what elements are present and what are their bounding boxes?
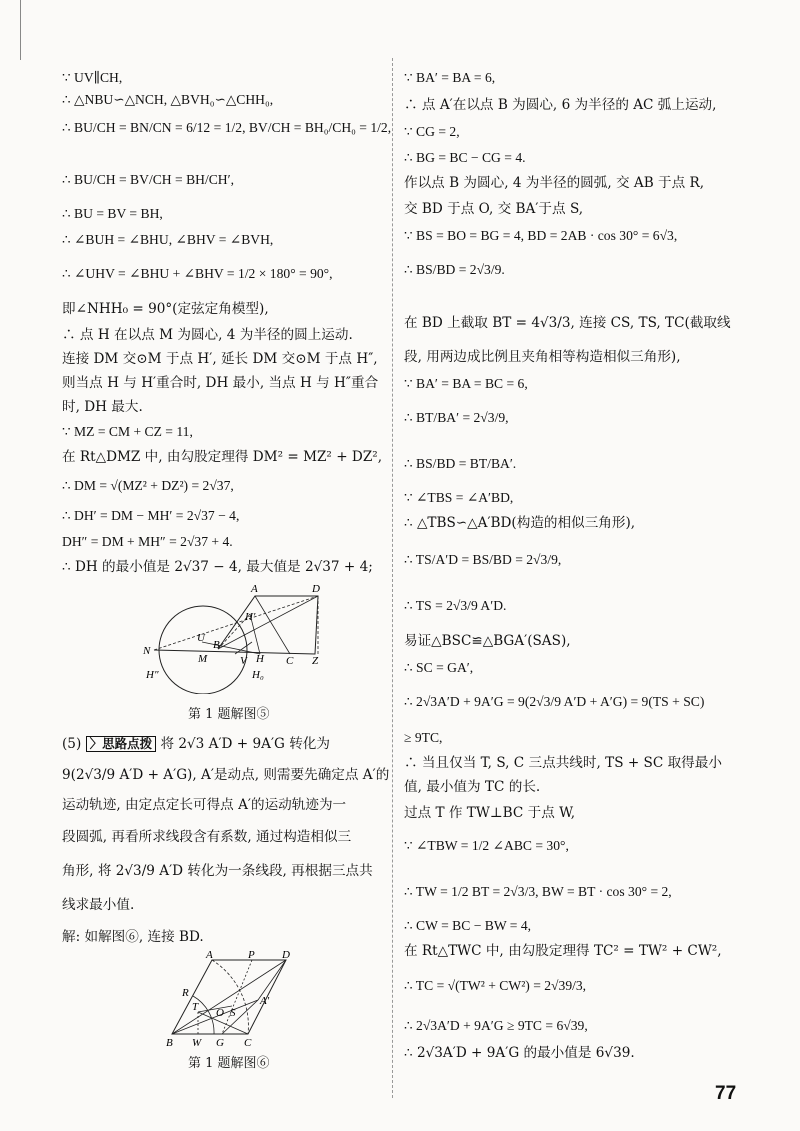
text-line: ∴ 2√3A′D + 9A′G 的最小值是 6√39.	[404, 1045, 635, 1061]
fig6-label: A′	[260, 995, 270, 1007]
text-line: 线求最小值.	[62, 897, 135, 913]
text-line: ∴ BU/CH = BN/CN = 6/12 = 1/2, BV/CH = BH₀/CH₀ = 1/2,	[62, 120, 392, 135]
text-line: ∴ 2√3A′D + 9A′G ≥ 9TC = 6√39,	[404, 1018, 588, 1033]
text-line: 易证△BSC≌△BGA′(SAS),	[404, 633, 571, 649]
text-line: ∴ TW = 1/2 BT = 2√3/3, BW = BT · cos 30° = 2,	[404, 884, 672, 899]
page-edge-mark	[20, 0, 21, 60]
tag-arrow-icon: 〉	[89, 736, 103, 751]
fig5-label: A	[251, 583, 258, 595]
fig5-label: Z	[312, 655, 319, 667]
text-line: 过点 T 作 TW⊥BC 于点 W,	[404, 805, 576, 821]
text-line: ∴ 2√3A′D + 9A′G = 9(2√3/9 A′D + A′G) = 9(TS + SC)	[404, 694, 705, 709]
text-line: ∴ BS/BD = 2√3/9.	[404, 262, 505, 277]
text-line: ∴ TS = 2√3/9 A′D.	[404, 598, 507, 613]
text-line: ∴ △TBS∽△A′BD(构造的相似三角形),	[404, 515, 636, 531]
text-line: ∴ BU = BV = BH,	[62, 206, 163, 221]
fig6-label: C	[244, 1037, 252, 1048]
text-line: ∴ DM = √(MZ² + DZ²) = 2√37,	[62, 478, 234, 493]
text-line: 将 2√3 A′D + 9A′G 转化为	[160, 736, 330, 752]
text-line: 即∠NHH₀ = 90°(定弦定角模型),	[62, 301, 269, 317]
text-line: 则当点 H 与 H′重合时, DH 最小, 当点 H 与 H″重合	[62, 375, 379, 391]
text-line: 作以点 B 为圆心, 4 为半径的圆弧, 交 AB 于点 R,	[404, 175, 705, 191]
text-line: 时, DH 最大.	[62, 399, 143, 415]
text-line: ∴ △NBU∽△NCH, △BVH₀∽△CHH₀,	[62, 92, 274, 107]
fig6-label: A	[206, 949, 213, 961]
text-line: 在 Rt△DMZ 中, 由勾股定理得 DM² = MZ² + DZ²,	[62, 449, 383, 465]
figure-6	[160, 948, 300, 1048]
text-line: DH″ = DM + MH″ = 2√37 + 4.	[62, 534, 233, 549]
text-line: 角形, 将 2√3/9 A′D 转化为一条线段, 再根据三点共	[62, 863, 373, 879]
figure-6-caption: 第 1 题解图⑥	[188, 1056, 270, 1071]
text-line: ∵ BS = BO = BG = 4, BD = 2AB · cos 30° = 6√3,	[404, 228, 678, 243]
fig6-label: T	[192, 1001, 199, 1013]
text-line: ∵ ∠TBS = ∠A′BD,	[404, 490, 514, 505]
text-line: ∴ BU/CH = BV/CH = BH/CH′,	[62, 172, 234, 187]
fig6-label: D	[282, 949, 290, 961]
fig6-label: R	[182, 987, 189, 999]
text-line: 值, 最小值为 TC 的长.	[404, 779, 541, 795]
fig5-label: C	[286, 655, 294, 667]
fig5-label: M	[198, 653, 208, 665]
text-line: 段, 用两边成比例且夹角相等构造相似三角形),	[404, 349, 681, 365]
solution-line: 解: 如解图⑥, 连接 BD.	[62, 929, 204, 945]
text-line: 运动轨迹, 由定点定长可得点 A′的运动轨迹为一	[62, 797, 347, 813]
text-line: 9(2√3/9 A′D + A′G), A′是动点, 则需要先确定点 A′的	[62, 767, 390, 783]
text-line: ∴ SC = GA′,	[404, 660, 474, 675]
text-line: ∴ CW = BC − BW = 4,	[404, 918, 532, 933]
fig5-label: H	[256, 653, 264, 665]
text-line: ∴ BG = BC − CG = 4.	[404, 150, 526, 165]
fig6-label: G	[216, 1037, 224, 1048]
fig6-label: O	[216, 1007, 224, 1019]
text-line: ∵ MZ = CM + CZ = 11,	[62, 424, 193, 439]
text-line: ∵ CG = 2,	[404, 124, 460, 139]
fig5-label: V	[240, 655, 247, 667]
text-line: ≥ 9TC,	[404, 730, 443, 745]
thinking-tip-tag	[86, 736, 157, 752]
text-line: ∴ TS/A′D = BS/BD = 2√3/9,	[404, 552, 562, 567]
fig6-label: P	[248, 949, 255, 961]
fig5-label: H″	[146, 669, 159, 681]
text-line: ∵ ∠TBW = 1/2 ∠ABC = 30°,	[404, 838, 569, 853]
tag-label: 思路点拨	[102, 736, 153, 751]
fig5-label: H₀	[252, 669, 264, 681]
text-line: ∴ 点 H 在以点 M 为圆心, 4 为半径的圆上运动.	[62, 327, 353, 343]
text-line: ∴ TC = √(TW² + CW²) = 2√39/3,	[404, 978, 587, 993]
text-line: ∴ 当且仅当 T, S, C 三点共线时, TS + SC 取得最小	[404, 755, 722, 771]
text-line: ∴ 点 A′在以点 B 为圆心, 6 为半径的 AC 弧上运动,	[404, 97, 717, 113]
text-line: 交 BD 于点 O, 交 BA′于点 S,	[404, 201, 584, 217]
text-line: ∵ UV∥CH,	[62, 70, 123, 85]
text-line: 在 BD 上截取 BT = 4√3/3, 连接 CS, TS, TC(截取线	[404, 315, 731, 331]
text-line: 连接 DM 交⊙M 于点 H′, 延长 DM 交⊙M 于点 H″,	[62, 351, 378, 367]
text-line: ∴ ∠UHV = ∠BHU + ∠BHV = 1/2 × 180° = 90°,	[62, 266, 333, 281]
text-line: 在 Rt△TWC 中, 由勾股定理得 TC² = TW² + CW²,	[404, 943, 722, 959]
fig6-label: W	[192, 1037, 202, 1048]
figure-5	[140, 582, 330, 694]
fig5-label: B	[213, 639, 220, 651]
text-line: ∴ BT/BA′ = 2√3/9,	[404, 410, 509, 425]
fig6-label: B	[166, 1037, 173, 1048]
column-divider	[392, 58, 393, 1098]
text-line: 段圆弧, 再看所求线段含有系数, 通过构造相似三	[62, 829, 352, 845]
figure-5-caption: 第 1 题解图⑤	[188, 707, 270, 722]
fig5-label: N	[143, 645, 151, 657]
text-line: ∴ DH′ = DM − MH′ = 2√37 − 4,	[62, 508, 240, 523]
text-line: ∴ BS/BD = BT/BA′.	[404, 456, 517, 471]
text-line: ∵ BA′ = BA = 6,	[404, 70, 496, 85]
fig6-label: S	[230, 1007, 236, 1019]
fig5-label: U	[197, 632, 205, 644]
text-line: ∵ BA′ = BA = BC = 6,	[404, 376, 528, 391]
fig5-label: D	[312, 583, 320, 595]
text-line: ∴ DH 的最小值是 2√37 − 4, 最大值是 2√37 + 4;	[62, 559, 373, 575]
fig5-label: H′	[245, 611, 256, 623]
page-number: 77	[715, 1083, 737, 1104]
part5-label: (5)	[62, 736, 82, 752]
text-line: ∴ ∠BUH = ∠BHU, ∠BHV = ∠BVH,	[62, 232, 274, 247]
